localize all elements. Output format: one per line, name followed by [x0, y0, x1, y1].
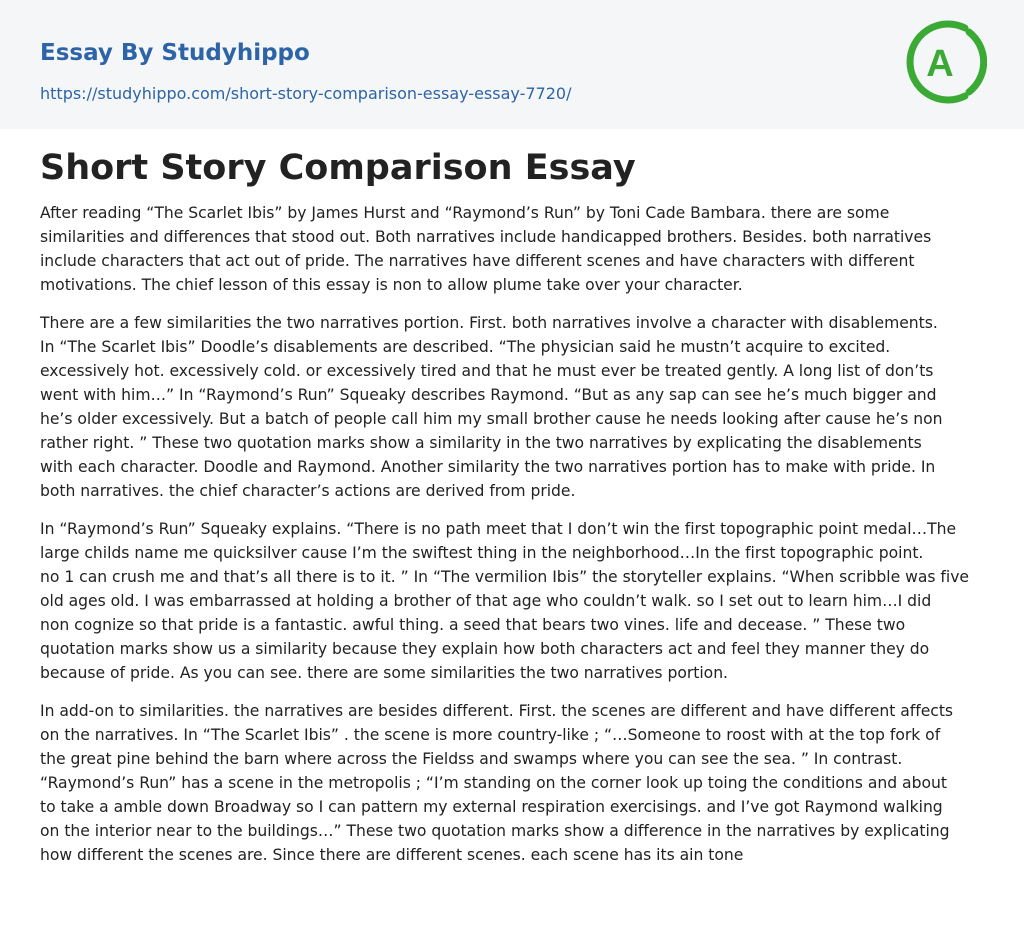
paragraph-line: both narratives. the chief character’s actions are derived from pride.: [40, 482, 576, 500]
paragraph-line: on the narratives. In “The Scarlet Ibis” . the scene is more country-like ; “…Someone to roost with at the top fork of: [40, 726, 941, 744]
paragraph-line: In “Raymond’s Run” Squeaky explains. “There is no path meet that I don’t win the first topographic point medal…The: [40, 520, 957, 538]
paragraph-line: motivations. The chief lesson of this essay is non to allow plume take over your character.: [40, 276, 743, 294]
article: [0, 147, 1024, 867]
paragraph-line: excessively hot. excessively cold. or excessively tired and that he must ever be treated gently. A long list of don’ts: [40, 362, 934, 380]
article-title: Short Story Comparison Essay: [40, 148, 636, 188]
article-body: [40, 201, 984, 867]
paragraph-line: the great pine behind the barn where across the Fieldss and swamps where you can see the sea. ” In contrast.: [40, 750, 903, 768]
paragraph-line: include characters that act out of pride. The narratives have different scenes and have characters with different: [40, 252, 915, 270]
paragraph-line: how different the scenes are. Since there are different scenes. each scene has its ain tone: [40, 846, 744, 864]
paragraph-line: he’s older excessively. But a batch of people call him my small brother cause he needs looking after cause he’s non: [40, 410, 943, 428]
paragraph-line: There are a few similarities the two narratives portion. First. both narratives involve a character with disablements.: [40, 314, 938, 332]
paragraph-line: large childs name me quicksilver cause I’m the swiftest thing in the neighborhood…In the first topographic point.: [40, 544, 924, 562]
paragraph-line: non cognize so that pride is a fantastic. awful thing. a seed that bears two vines. life and decease. ” These two: [40, 616, 906, 634]
ring-letter-a-logo-icon: [903, 18, 987, 106]
paragraph-line: In “The Scarlet Ibis” Doodle’s disablements are described. “The physician said he mustn’t acquire to excited.: [40, 338, 891, 356]
logo-letter: A: [926, 43, 954, 85]
source-url-link[interactable]: https://studyhippo.com/short-story-comparison-essay-essay-7720/: [40, 84, 572, 103]
article-paragraph: [40, 699, 984, 867]
paragraph-line: with each character. Doodle and Raymond. Another similarity the two narratives portion has to make with pride. In: [40, 458, 936, 476]
paragraph-line: no 1 can crush me and that’s all there is to it. ” In “The vermilion Ibis” the storyteller explains. “When scribble was five: [40, 568, 969, 586]
paragraph-line: In add-on to similarities. the narratives are besides different. First. the scenes are different and have different affects: [40, 702, 954, 720]
paragraph-line: to take a amble down Broadway so I can pattern my external respiration exercisings. and I’ve got Raymond walking: [40, 798, 943, 816]
paragraph-line: on the interior near to the buildings…” These two quotation marks show a difference in the narratives by explicating: [40, 822, 950, 840]
paragraph-line: quotation marks show us a similarity because they explain how both characters act and feel they manner they do: [40, 640, 930, 658]
site-header: [0, 0, 1024, 129]
brand-title[interactable]: Essay By Studyhippo: [40, 40, 310, 66]
paragraph-line: similarities and differences that stood out. Both narratives include handicapped brothers. Besides. both narratives: [40, 228, 932, 246]
paragraph-line: old ages old. I was embarrassed at holding a brother of that age who couldn’t walk. so I set out to learn him…I did: [40, 592, 932, 610]
paragraph-line: After reading “The Scarlet Ibis” by James Hurst and “Raymond’s Run” by Toni Cade Bambara. there are some: [40, 204, 890, 222]
article-paragraph: [40, 311, 984, 503]
article-paragraph: [40, 517, 984, 685]
paragraph-line: rather right. ” These two quotation marks show a similarity in the two narratives by explicating the disablements: [40, 434, 922, 452]
paragraph-line: because of pride. As you can see. there are some similarities the two narratives portion.: [40, 664, 728, 682]
paragraph-line: went with him…” In “Raymond’s Run” Squeaky describes Raymond. “But as any sap can see he’s much bigger and: [40, 386, 937, 404]
paragraph-line: “Raymond’s Run” has a scene in the metropolis ; “I’m standing on the corner look up toing the conditions and about: [40, 774, 947, 792]
article-paragraph: [40, 201, 984, 297]
